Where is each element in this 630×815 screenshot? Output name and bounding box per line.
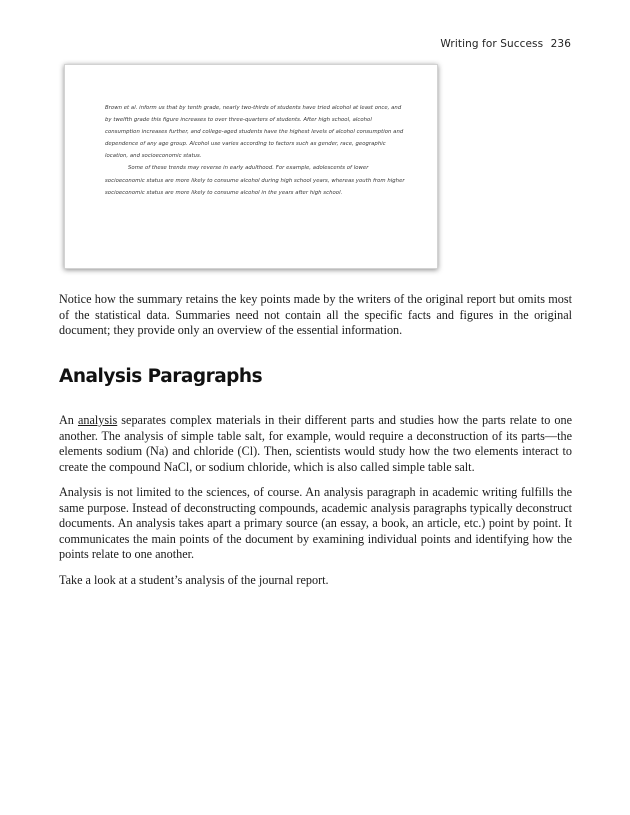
handwritten-paragraph-2: Some of these trends may reverse in early adulthood. For example, adolescents of lower socioeconomic status are more likely to consume alcohol during high school years, whereas youth from higher socioeconomic status are more likely to consume alcohol in the years after high school. [105, 165, 405, 196]
handwritten-summary-text [105, 102, 405, 199]
running-header [440, 38, 571, 50]
summary-note-paragraph: Notice how the summary retains the key points made by the writers of the original report but omits most of the statistical data. Summaries need not contain all the specific facts and figures in the original document; they provide only an overview of the essential information. [59, 292, 572, 338]
page-number: 236 [550, 38, 571, 50]
analysis-glossary-link[interactable]: analysis [77, 413, 118, 427]
paragraph-rest: separates complex materials in their different parts and studies how the parts relate to one another. The analysis of simple table salt, for example, would require a deconstruction of its parts—the elements sodium (Na) and chloride (Cl). Then, scientists would study how the two elements interact to create the compound NaCl, or sodium chloride, which is also called simple table salt. [59, 413, 572, 474]
book-title: Writing for Success [440, 38, 544, 50]
handwritten-paragraph-1: Brown et al. inform us that by tenth grade, nearly two-thirds of students have tried alcohol at least once, and by twelfth grade this figure increases to over three-quarters of students. After high school, alcohol consumption increases further, and college-aged students have the highest levels of alcohol consumption and dependence of any age group. Alcohol use varies according to factors such as gender, race, geographic location, and socioeconomic status. [105, 105, 404, 160]
student-analysis-intro-paragraph: Take a look at a student’s analysis of the journal report. [59, 573, 329, 587]
paragraph-prefix: An [59, 413, 78, 427]
analysis-definition-paragraph [59, 413, 572, 475]
section-heading: Analysis Paragraphs [59, 366, 263, 387]
analysis-purpose-paragraph: Analysis is not limited to the sciences, of course. An analysis paragraph in academic writing fulfills the same purpose. Instead of deconstructing compounds, academic analysis paragraphs typically deconstruct documents. An analysis takes apart a primary source (an essay, a book, an article, etc.) point by point. It communicates the main points of the document by examining individual points and identifying how the points relate to one another. [59, 485, 572, 562]
handwritten-summary-image [64, 64, 438, 269]
